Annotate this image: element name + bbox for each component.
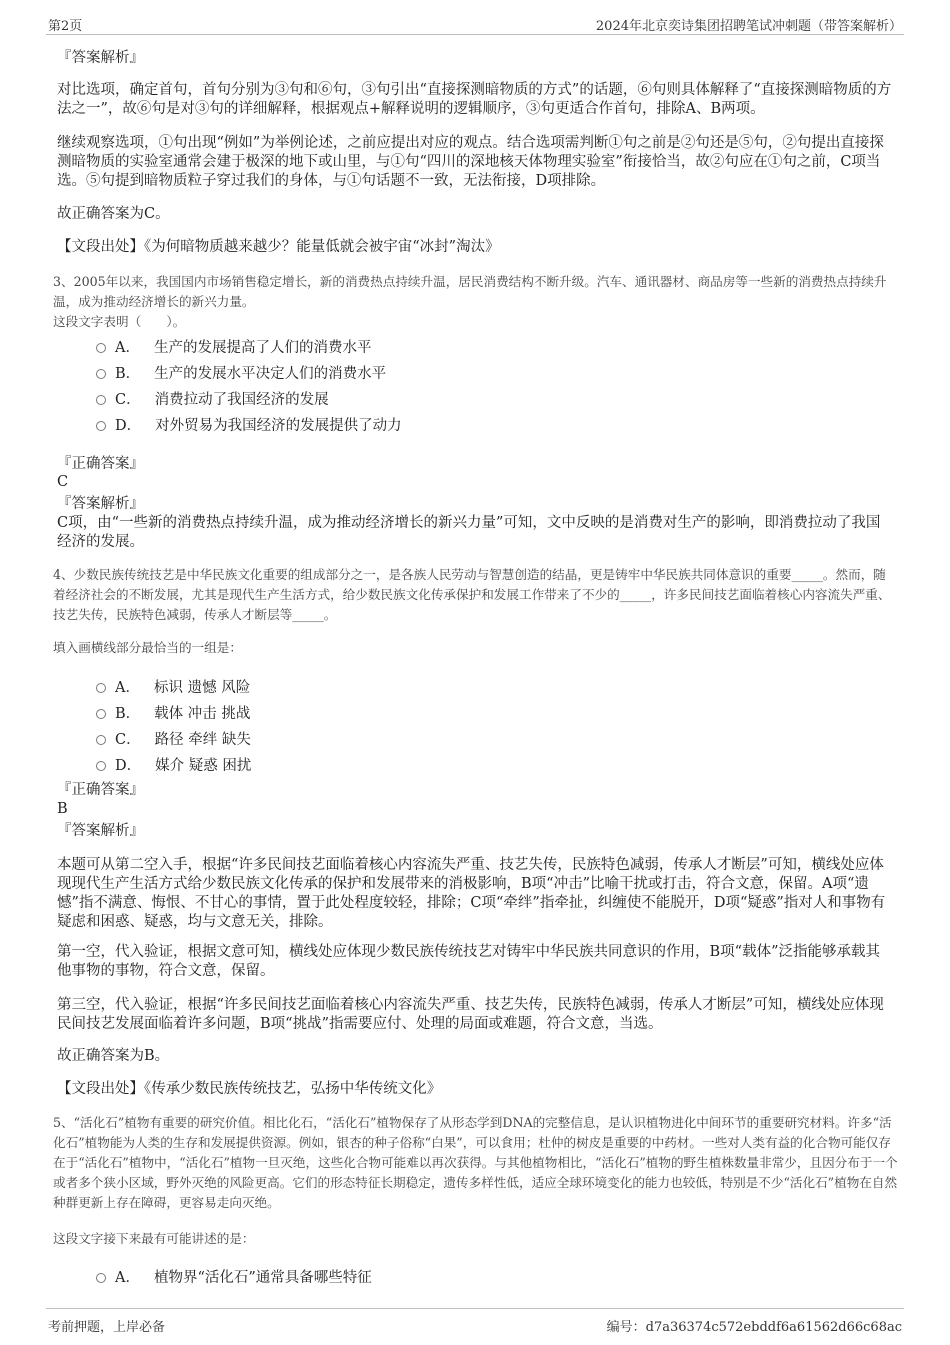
q4-analysis-label: 『答案解析』 — [57, 823, 144, 839]
radio-icon[interactable] — [96, 395, 106, 405]
q2-analysis-p2: 继续观察选项，①句出现“例如”为举例论述，之前应提出对应的观点。结合选项需判断①句之前是②句还是⑤句，②句提出直接探测暗物质的实验室通常会建于极深的地下或山里，与①句“四川的深地核天体物理实验室”衔接恰当，故②句应在①句之前，C项当选。⑤句提到暗物质粒子穿过我们的身体，与①句话题不一致，无法衔接，D项排除。 — [57, 135, 884, 189]
q3-option-d[interactable]: D． 对外贸易为我国经济的发展提供了动力 — [96, 414, 402, 435]
q4-analysis-p1: 本题可从第二空入手，根据“许多民间技艺面临着核心内容流失严重、技艺失传，民族特色减弱，传承人才断层”可知，横线处应体现现代生产生活方式给少数民族文化传承的保护和发展带来的消极影响，B项“冲击”比喻干扰或打击，符合文意，保留。A项“遗憾”指不满意、悔恨、不甘心的事情，置于此处程度较轻，排除；C项“牵绊”指牵扯，纠缠使不能脱开，D项“疑惑”指对人和事物有疑虑和困惑、疑惑，均与文意无关，排除。 — [57, 857, 886, 930]
q4-stem: 4、少数民族传统技艺是中华民族文化重要的组成部分之一，是各族人民劳动与智慧创造的结晶，更是铸牢中华民族共同体意识的重要_____。然而，随着经济社会的不断发展，尤其是现代生产生活方式，给少数民族文化传承保护和发展工作带来了不少的_____，许多民间技艺面临着核心内容流失严重、技艺失传，民族特色减弱，传承人才断层等_____。 — [53, 567, 891, 622]
q3-answer: C — [57, 474, 69, 490]
q2-analysis-p1: 对比选项，确定首句，首句分别为③句和⑥句，③句引出“直接探测暗物质的方式”的话题，⑥句则具体解释了“直接探测暗物质的方法之一”，故⑥句是对③句的详细解释，根据观点+解释说明的逻辑顺序，③句更适合作首句，排除A、B两项。 — [57, 82, 892, 117]
radio-icon[interactable] — [96, 369, 106, 379]
q4-option-b[interactable]: B． 载体 冲击 挑战 — [96, 702, 250, 723]
q3-prompt: 这段文字表明（ ）。 — [53, 314, 186, 329]
q4-option-c[interactable]: C． 路径 牵绊 缺失 — [96, 728, 251, 749]
radio-icon[interactable] — [96, 735, 106, 745]
radio-icon[interactable] — [96, 683, 106, 693]
radio-icon[interactable] — [96, 761, 106, 771]
q3-answer-label: 『正确答案』 — [57, 456, 144, 472]
q4-source: 【文段出处】《传承少数民族传统技艺，弘扬中华传统文化》 — [57, 1081, 442, 1097]
footer-slogan: 考前押题，上岸必备 — [48, 1320, 166, 1335]
q4-answer-label: 『正确答案』 — [57, 782, 144, 798]
q2-source: 【文段出处】《为何暗物质越来越少？能量低就会被宇宙“冰封”淘汰》 — [57, 239, 500, 255]
q3-analysis: C项，由“一些新的消费热点持续升温，成为推动经济增长的新兴力量”可知，文中反映的是消费对生产的影响，即消费拉动了我国经济的发展。 — [57, 515, 881, 550]
q5-stem: 5、“活化石”植物有重要的研究价值。相比化石，“活化石”植物保存了从形态学到DNA的完整信息，是认识植物进化中间环节的重要研究材料。许多“活化石”植物能为人类的生存和发展提供资源。例如，银杏的种子俗称“白果”，可以食用；杜仲的树皮是重要的中药材。一些对人类有益的化合物可能仅存在于“活化石”植物中，“活化石”植物一旦灭绝，这些化合物可能难以再次获得。与其他植物相比，“活化石”植物的野生植株数量非常少，且因分布于一个或者多个狭小区域，野外灭绝的风险更高。它们的形态特征长期稳定，遗传多样性低，适应全球环境变化的能力也较低，特别是不少“活化石”植物在自然种群更新上存在障碍，更容易走向灭绝。 — [53, 1115, 898, 1210]
page-header — [46, 12, 904, 35]
radio-icon[interactable] — [96, 709, 106, 719]
q3-option-b[interactable]: B． 生产的发展水平决定人们的消费水平 — [96, 362, 386, 383]
q4-option-a[interactable]: A． 标识 遗憾 风险 — [96, 676, 250, 697]
radio-icon[interactable] — [96, 421, 106, 431]
footer-serial: 编号：d7a36374c572ebddf6a61562d66c68ac — [606, 1320, 902, 1335]
q2-conclusion: 故正确答案为C。 — [57, 206, 170, 222]
page-number: 第2页 — [48, 19, 83, 34]
q3-option-c[interactable]: C． 消费拉动了我国经济的发展 — [96, 388, 329, 409]
q3-stem: 3、2005年以来，我国国内市场销售稳定增长，新的消费热点持续升温，居民消费结构不断升级。汽车、通讯器材、商品房等一些新的消费热点持续升温，成为推动经济增长的新兴力量。 — [53, 274, 887, 309]
radio-icon[interactable] — [96, 343, 106, 353]
q4-analysis-p3: 第三空，代入验证，根据“许多民间技艺面临着核心内容流失严重、技艺失传，民族特色减弱，传承人才断层”可知，横线处应体现民间技艺发展面临着许多问题，B项“挑战”指需要应付、处理的局面或难题，符合文意，当选。 — [57, 997, 884, 1032]
q4-prompt: 填入画横线部分最恰当的一组是： — [53, 640, 242, 655]
q5-option-a[interactable]: A． 植物界“活化石”通常具备哪些特征 — [96, 1266, 372, 1287]
q4-option-d[interactable]: D． 媒介 疑惑 困扰 — [96, 754, 251, 775]
q3-analysis-label: 『答案解析』 — [57, 496, 144, 512]
q4-analysis-p2: 第一空，代入验证，根据文意可知，横线处应体现少数民族传统技艺对铸牢中华民族共同意识的作用，B项“载体”泛指能够承载其他事物的事物，符合文意，保留。 — [57, 944, 880, 979]
page-footer — [46, 1308, 904, 1335]
q5-prompt: 这段文字接下来最有可能讲述的是： — [53, 1231, 255, 1246]
q2-analysis-label: 『答案解析』 — [57, 50, 144, 66]
document-title: 2024年北京奕诗集团招聘笔试冲刺题（带答案解析） — [595, 19, 902, 34]
q4-conclusion: 故正确答案为B。 — [57, 1048, 170, 1064]
q3-option-a[interactable]: A． 生产的发展提高了人们的消费水平 — [96, 336, 371, 357]
radio-icon[interactable] — [96, 1273, 106, 1283]
q4-answer: B — [57, 801, 68, 817]
